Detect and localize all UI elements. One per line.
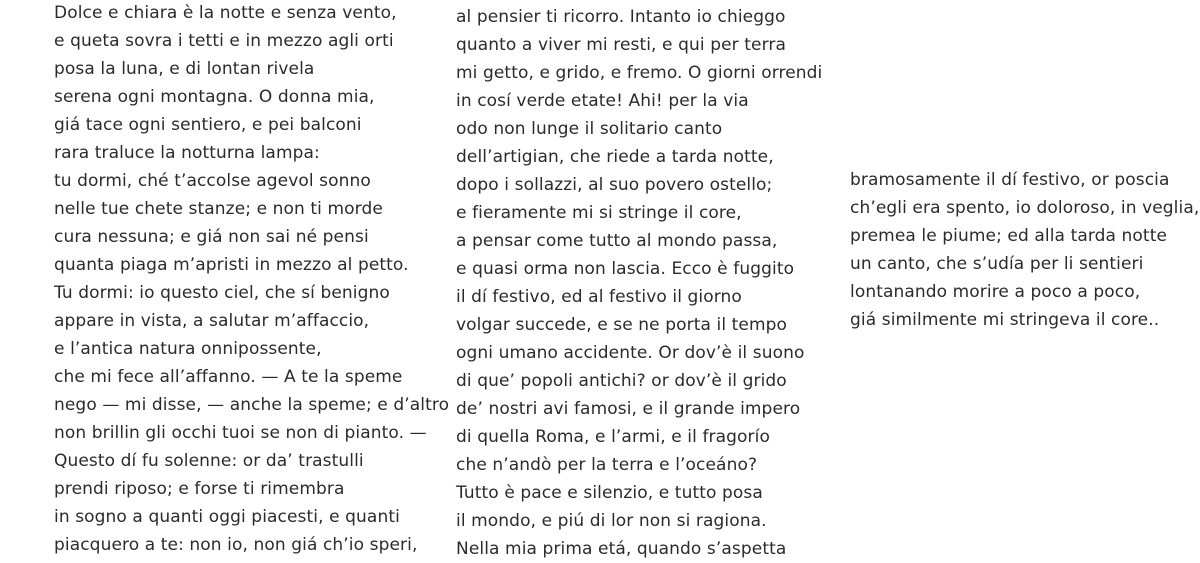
- poem-line: ch’egli era spento, io doloroso, in veglia,: [850, 198, 1200, 218]
- poem-line: di que’ popoli antichi? or dov’è il grido: [456, 371, 787, 391]
- poem-line: che mi fece all’affanno. — A te la speme: [54, 367, 403, 387]
- poem-line: rara traluce la notturna lampa:: [54, 143, 320, 163]
- poem-line: nelle tue chete stanze; e non ti morde: [54, 199, 383, 219]
- poem-line: bramosamente il dí festivo, or poscia: [850, 170, 1170, 190]
- poem-line: quanta piaga m’apristi in mezzo al petto.: [54, 255, 409, 275]
- poem-line: premea le piume; ed alla tarda notte: [850, 226, 1168, 246]
- poem-line: di quella Roma, e l’armi, e il fragorío: [456, 427, 770, 447]
- poem-line: nego — mi disse, — anche la speme; e d’altro: [54, 395, 450, 415]
- poem-line: Dolce e chiara è la notte e senza vento,: [54, 3, 397, 23]
- poem-line: che n’andò per la terra e l’oceáno?: [456, 455, 758, 475]
- poem-column-3: [850, 166, 1199, 334]
- poem-line: e quasi orma non lascia. Ecco è fuggito: [456, 259, 795, 279]
- poem-line: giá similmente mi stringeva il core..: [850, 310, 1160, 330]
- poem-line: de’ nostri avi famosi, e il grande impero: [456, 399, 801, 419]
- poem-line: in cosí verde etate! Ahi! per la via: [456, 91, 749, 111]
- poem-line: piacquero a te: non io, non giá ch’io speri,: [54, 535, 418, 555]
- poem-line: in sogno a quanti oggi piacesti, e quanti: [54, 507, 400, 527]
- poem-line: a pensar come tutto al mondo passa,: [456, 231, 778, 251]
- poem-line: appare in vista, a salutar m’affaccio,: [54, 311, 370, 331]
- poem-line: serena ogni montagna. O donna mia,: [54, 87, 375, 107]
- poem-line: ogni umano accidente. Or dov’è il suono: [456, 343, 805, 363]
- poem-line: il mondo, e piú di lor non si ragiona.: [456, 511, 767, 531]
- poem-line: volgar succede, e se ne porta il tempo: [456, 315, 788, 335]
- poem-line: Tu dormi: io questo ciel, che sí benigno: [54, 283, 390, 303]
- poem-line: tu dormi, ché t’accolse agevol sonno: [54, 171, 371, 191]
- poem-line: dell’artigian, che riede a tarda notte,: [456, 147, 774, 167]
- poem-line: Nella mia prima etá, quando s’aspetta: [456, 539, 787, 559]
- poem-line: odo non lunge il solitario canto: [456, 119, 723, 139]
- poem-line: lontanando morire a poco a poco,: [850, 282, 1141, 302]
- poem-line: cura nessuna; e giá non sai né pensi: [54, 227, 369, 247]
- poem-line: e l’antica natura onnipossente,: [54, 339, 322, 359]
- poem-column-2: [456, 3, 822, 563]
- poem-line: non brillin gli occhi tuoi se non di pianto. —: [54, 423, 427, 443]
- poem-line: Questo dí fu solenne: or da’ trastulli: [54, 451, 364, 471]
- poem-line: posa la luna, e di lontan rivela: [54, 59, 315, 79]
- poem-line: e fieramente mi si stringe il core,: [456, 203, 742, 223]
- poem-line: prendi riposo; e forse ti rimembra: [54, 479, 345, 499]
- poem-line: dopo i sollazzi, al suo povero ostello;: [456, 175, 773, 195]
- poem-line: e queta sovra i tetti e in mezzo agli orti: [54, 31, 394, 51]
- poem-line: Tutto è pace e silenzio, e tutto posa: [456, 483, 763, 503]
- poem-line: mi getto, e grido, e fremo. O giorni orrendi: [456, 63, 823, 83]
- poem-line: un canto, che s’udía per li sentieri: [850, 254, 1144, 274]
- poem-line: giá tace ogni sentiero, e pei balconi: [54, 115, 362, 135]
- poem-line: al pensier ti ricorro. Intanto io chieggo: [456, 7, 786, 27]
- poem-line: quanto a viver mi resti, e qui per terra: [456, 35, 786, 55]
- poem-line: il dí festivo, ed al festivo il giorno: [456, 287, 742, 307]
- poem-column-1: [54, 0, 449, 559]
